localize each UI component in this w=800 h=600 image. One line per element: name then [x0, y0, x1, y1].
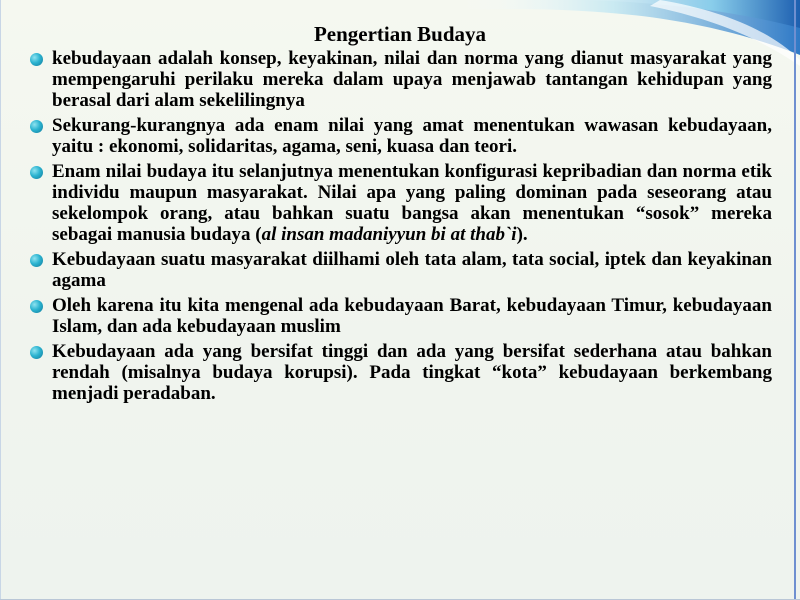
bullet-item-6: [30, 341, 772, 404]
bullet-icon: [30, 254, 43, 267]
bullet-text: kebudayaan adalah konsep, keyakinan, nilai dan norma yang dianut masyarakat yang mempengaruhi perilaku mereka dalam upaya menjawab tantangan kehidupan yang berasal dari alam sekelilingnya: [52, 48, 772, 111]
bullet-icon: [30, 346, 43, 359]
bullet-item-4: [30, 249, 772, 291]
bullet-text: Kebudayaan ada yang bersifat tinggi dan ada yang bersifat sederhana atau bahkan rendah (misalnya budaya korupsi). Pada tingkat “kota” kebudayaan berkembang menjadi peradaban.: [52, 341, 772, 404]
bullet-text: Kebudayaan suatu masyarakat diilhami oleh tata alam, tata social, iptek dan keyakinan agama: [52, 249, 772, 291]
bullet-icon: [30, 300, 43, 313]
left-border-line: [0, 0, 1, 600]
bullet-text: Sekurang-kurangnya ada enam nilai yang amat menentukan wawasan kebudayaan, yaitu : ekonomi, solidaritas, agama, seni, kuasa dan teori.: [52, 115, 772, 157]
slide-title: Pengertian Budaya: [313, 22, 487, 46]
bullet-item-5: [30, 295, 772, 337]
bullet-list: [30, 48, 772, 408]
bullet-item-1: [30, 48, 772, 111]
bullet-text-before: Enam nilai budaya itu selanjutnya menentukan konfigurasi kepribadian dan norma etik individu maupun masyarakat. Nilai apa yang paling dominan pada seseorang atau sekelompok orang, atau bahkan suatu bangsa akan menentukan “sosok” mereka sebagai manusia budaya (: [52, 161, 772, 245]
bullet-icon: [30, 120, 43, 133]
bullet-icon: [30, 53, 43, 66]
right-border-line: [794, 0, 796, 600]
bullet-text: Oleh karena itu kita mengenal ada kebudayaan Barat, kebudayaan Timur, kebudayaan Islam, dan ada kebudayaan muslim: [52, 295, 772, 337]
bullet-text-after: ).: [516, 224, 528, 245]
bullet-icon: [30, 166, 43, 179]
bullet-item-2: [30, 115, 772, 157]
bullet-item-3: [30, 161, 772, 245]
bullet-text-italic: al insan madaniyyun bi at thab`i: [261, 224, 517, 245]
